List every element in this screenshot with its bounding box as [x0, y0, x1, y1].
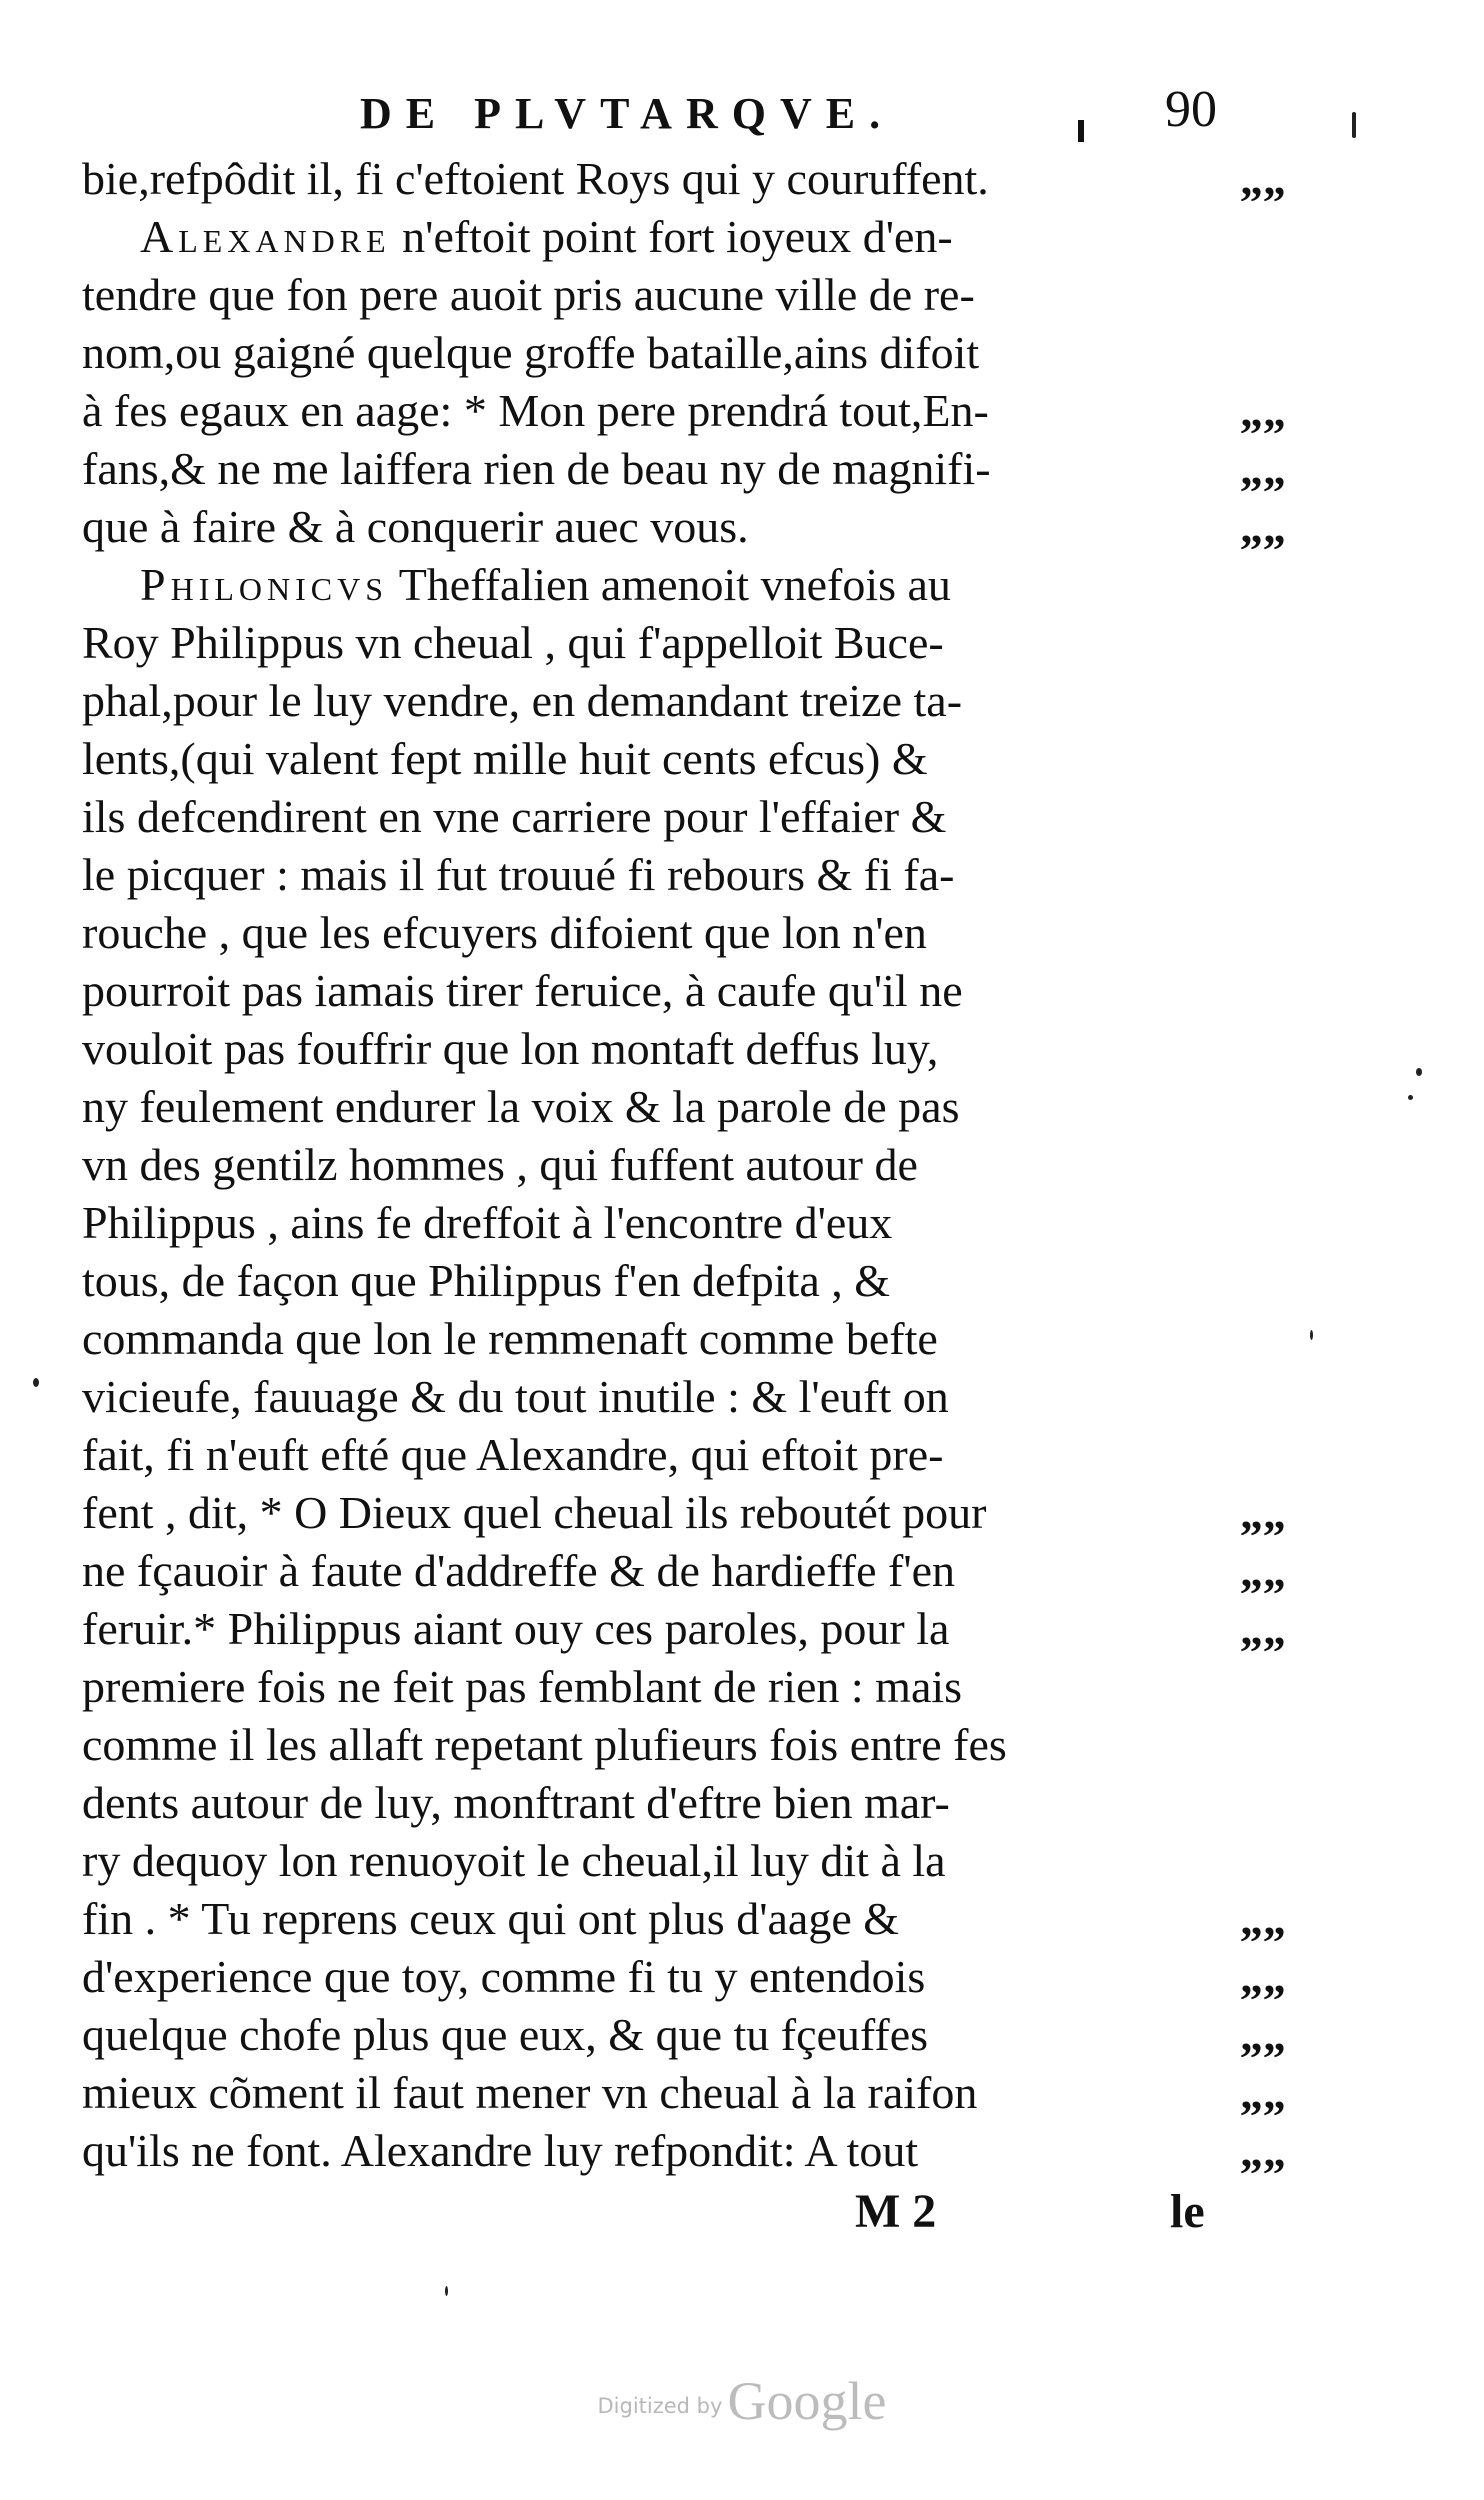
- text-line: [82, 1484, 986, 1542]
- text-line: [140, 208, 953, 266]
- ink-speck: [1310, 1330, 1313, 1340]
- line-text: fent , dit, * O Dieux quel cheual ils reboutét pour: [82, 1487, 987, 1538]
- line-text: à fes egaux en aage: * Mon pere prendrá tout,En-: [82, 385, 989, 436]
- line-text: tous, de façon que Philippus f'en defpita , &: [82, 1255, 891, 1306]
- line-text: bie,refpôdit il, fi c'eftoient Roys qui y couruffent.: [82, 153, 989, 204]
- text-line: [82, 904, 927, 962]
- margin-quote-mark: „„: [1240, 1893, 1286, 1944]
- text-line: [82, 614, 944, 672]
- text-line: [82, 962, 963, 1020]
- line-text: vn des gentilz hommes , qui fuffent autour de: [82, 1139, 918, 1190]
- line-text: premiere fois ne feit pas femblant de rien : mais: [82, 1661, 963, 1712]
- text-line: [82, 1948, 925, 2006]
- small-caps-name: Philonicvs: [140, 559, 389, 610]
- ink-speck: [33, 1378, 39, 1387]
- margin-quote-mark: „„: [1240, 1545, 1286, 1596]
- text-line: [82, 2006, 928, 2064]
- margin-quote-mark: „„: [1240, 501, 1286, 552]
- line-text: vicieufe, fauuage & du tout inutile : & l'euft on: [82, 1371, 949, 1422]
- margin-quote-mark: „„: [1240, 443, 1286, 494]
- text-line: [82, 1890, 899, 1948]
- line-text: qu'ils ne font. Alexandre luy refpondit: A tout: [82, 2125, 919, 2176]
- line-text: feruir.* Philippus aiant ouy ces paroles, pour la: [82, 1603, 950, 1654]
- margin-quote-mark: „„: [1240, 153, 1286, 204]
- text-line: [82, 1774, 950, 1832]
- line-text: ry dequoy lon renuoyoit le cheual,il luy dit à la: [82, 1835, 946, 1886]
- line-text: ne fçauoir à faute d'addreffe & de hardieffe f'en: [82, 1545, 956, 1596]
- line-text: fait, fi n'euft efté que Alexandre, qui eftoit pre-: [82, 1429, 944, 1480]
- signature-mark: M 2: [855, 2185, 937, 2238]
- margin-quote-mark: „„: [1240, 2125, 1286, 2176]
- line-text: Roy Philippus vn cheual , qui f'appelloit Buce-: [82, 617, 944, 668]
- text-line: [82, 498, 749, 556]
- text-line: [82, 150, 989, 208]
- text-line: [82, 672, 962, 730]
- text-line: [82, 1310, 938, 1368]
- text-line: [82, 730, 928, 788]
- line-text: ils defcendirent en vne carriere pour l'effaier &: [82, 791, 947, 842]
- text-line: [82, 2122, 918, 2180]
- text-line: [140, 556, 951, 614]
- text-line: [82, 2064, 977, 2122]
- watermark-logo: Google: [727, 2371, 887, 2431]
- line-text: ny feulement endurer la voix & la parole de pas: [82, 1081, 960, 1132]
- text-line: [82, 1542, 955, 1600]
- small-caps-name: Alexandre: [140, 211, 391, 262]
- text-line: [82, 1078, 960, 1136]
- margin-quote-mark: „„: [1240, 2067, 1286, 2118]
- text-line: [82, 1252, 890, 1310]
- text-line: [82, 1832, 946, 1890]
- line-text: mieux cõment il faut mener vn cheual à la raifon: [82, 2067, 978, 2118]
- line-text: fin . * Tu reprens ceux qui ont plus d'aage &: [82, 1893, 900, 1944]
- text-line: [82, 788, 946, 846]
- ink-speck: [1352, 112, 1356, 138]
- line-text: rouche , que les efcuyers difoient que lon n'en: [82, 907, 927, 958]
- margin-quote-mark: „„: [1240, 385, 1286, 436]
- line-text: fans,& ne me laiffera rien de beau ny de magnifi-: [82, 443, 991, 494]
- margin-quote-mark: „„: [1240, 1603, 1286, 1654]
- text-line: [82, 382, 989, 440]
- ink-speck: [1416, 1068, 1422, 1076]
- text-line: [82, 266, 975, 324]
- running-head: [0, 80, 1484, 150]
- ink-speck: [445, 2286, 448, 2296]
- text-line: [82, 440, 991, 498]
- line-text: n'eftoit point fort ioyeux d'en-: [390, 211, 953, 262]
- line-text: quelque chofe plus que eux, & que tu fçeuffes: [82, 2009, 929, 2060]
- line-text: tendre que fon pere auoit pris aucune ville de re-: [82, 269, 975, 320]
- text-line: [82, 1426, 944, 1484]
- line-text: comme il les allaft repetant plufieurs fois entre fes: [82, 1719, 1007, 1770]
- line-text: Philippus , ains fe dreffoit à l'encontre d'eux: [82, 1197, 893, 1248]
- margin-quote-mark: „„: [1240, 1487, 1286, 1538]
- catchword: le: [1170, 2185, 1205, 2238]
- line-text: dents autour de luy, monftrant d'eftre bien mar-: [82, 1777, 950, 1828]
- line-text: commanda que lon le remmenaft comme befte: [82, 1313, 938, 1364]
- line-text: vouloit pas fouffrir que lon montaft deffus luy,: [82, 1023, 939, 1074]
- text-line: [82, 1136, 918, 1194]
- line-text: que à faire & à conquerir auec vous.: [82, 501, 749, 552]
- ink-speck: [1408, 1095, 1413, 1100]
- margin-quote-mark: „„: [1240, 2009, 1286, 2060]
- line-text: nom,ou gaigné quelque groffe bataille,ains difoit: [82, 327, 980, 378]
- line-text: d'experience que toy, comme fi tu y entendois: [82, 1951, 926, 2002]
- digitization-watermark: [0, 2370, 1484, 2432]
- line-text: phal,pour le luy vendre, en demandant treize ta-: [82, 675, 963, 726]
- line-text: pourroit pas iamais tirer feruice, à caufe qu'il ne: [82, 965, 963, 1016]
- text-line: [82, 324, 979, 382]
- line-text: lents,(qui valent fept mille huit cents efcus) &: [82, 733, 928, 784]
- page-number: 90: [1165, 81, 1217, 138]
- ink-mark: [1078, 120, 1084, 142]
- text-line: [82, 1658, 962, 1716]
- text-line: [82, 1194, 892, 1252]
- line-text: le picquer : mais il fut trouué fi rebours & fi fa-: [82, 849, 955, 900]
- running-title: DE PLVTARQVE.: [360, 89, 895, 138]
- text-line: [82, 1368, 949, 1426]
- margin-quote-mark: „„: [1240, 1951, 1286, 2002]
- text-line: [82, 846, 954, 904]
- line-text: Theffalien amenoit vnefois au: [388, 559, 951, 610]
- text-line: [82, 1020, 938, 1078]
- watermark-prefix: Digitized by: [597, 2394, 723, 2418]
- text-line: [82, 1716, 1007, 1774]
- text-line: [82, 1600, 949, 1658]
